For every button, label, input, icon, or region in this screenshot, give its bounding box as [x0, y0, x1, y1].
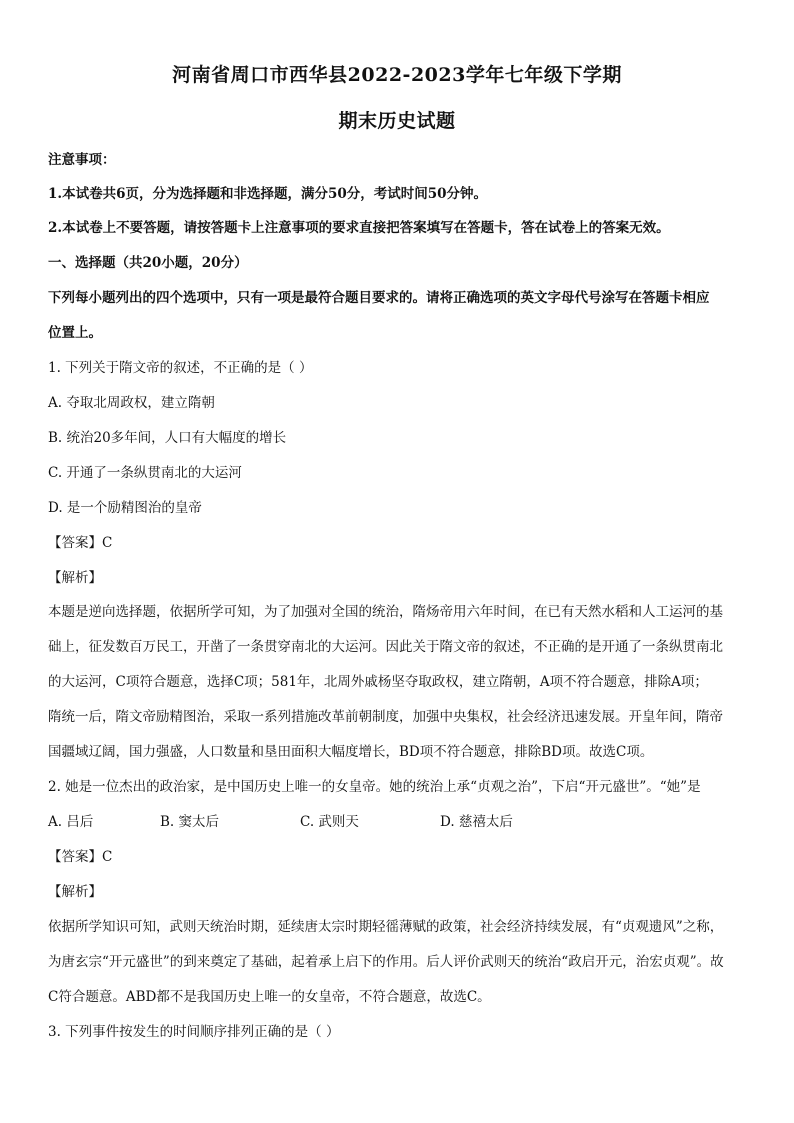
q2-option-d: D. 慈禧太后 [440, 814, 513, 830]
section-instruction-line-1: 下列每小题列出的四个选项中，只有一项是最符合题目要求的。请将正确选项的英文字母代号涂写在答题卡相应 [48, 290, 710, 306]
q1-analysis-line: 础上，征发数百万民工，开凿了一条贯穿南北的大运河。因此关于隋文帝的叙述，不正确的是开通了一条纵贯南北 [48, 639, 723, 655]
q2-option-a: A. 吕后 [48, 814, 94, 830]
q1-option-b: B. 统治20多年间，人口有大幅度的增长 [48, 430, 287, 446]
section-heading: 一、选择题（共20小题，20分） [48, 255, 248, 271]
q2-answer: 【答案】C [48, 849, 113, 865]
q1-analysis-line: 国疆域辽阔，国力强盛，人口数量和垦田面积大幅度增长，BD项不符合题意，排除BD项。故选C项。 [48, 744, 654, 760]
notice-heading: 注意事项： [48, 152, 116, 168]
q1-option-d: D. 是一个励精图治的皇帝 [48, 500, 202, 516]
q2-analysis-line: C符合题意。ABD都不是我国历史上唯一的女皇帝，不符合题意，故选C。 [48, 989, 491, 1005]
q2-analysis-label: 【解析】 [48, 884, 102, 900]
notice-item-1: 1.本试卷共6页，分为选择题和非选择题，满分50分，考试时间50分钟。 [48, 186, 488, 202]
q1-analysis-label: 【解析】 [48, 570, 102, 586]
q3-stem: 3. 下列事件按发生的时间顺序排列正确的是（ ） [48, 1024, 340, 1040]
q1-option-a: A. 夺取北周政权，建立隋朝 [48, 395, 215, 411]
q2-option-c: C. 武则天 [300, 814, 359, 830]
exam-title: 河南省周口市西华县2022-2023学年七年级下学期 [172, 64, 622, 86]
q1-analysis-line: 本题是逆向选择题，依据所学可知，为了加强对全国的统治，隋炀帝用六年时间，在已有天然水稻和人工运河的基 [48, 604, 723, 620]
q2-analysis-line: 为唐玄宗“开元盛世”的到来奠定了基础，起着承上启下的作用。后人评价武则天的统治“政启开元，治宏贞观”。故 [48, 954, 724, 970]
q2-stem: 2. 她是一位杰出的政治家，是中国历史上唯一的女皇帝。她的统治上承“贞观之治”，下启“开元盛世”。“她”是 [48, 779, 701, 795]
notice-item-2: 2.本试卷上不要答题，请按答题卡上注意事项的要求直接把答案填写在答题卡，答在试卷上的答案无效。 [48, 220, 670, 236]
exam-subtitle: 期末历史试题 [338, 110, 456, 132]
q1-option-c: C. 开通了一条纵贯南北的大运河 [48, 465, 242, 481]
section-instruction-line-2: 位置上。 [48, 325, 102, 341]
q2-analysis-line: 依据所学知识可知，武则天统治时期，延续唐太宗时期轻徭薄赋的政策，社会经济持续发展，有“贞观遗风”之称， [48, 919, 724, 935]
q1-answer: 【答案】C [48, 535, 113, 551]
q1-analysis-line: 隋统一后，隋文帝励精图治，采取一系列措施改革前朝制度，加强中央集权，社会经济迅速发展。开皇年间，隋帝 [48, 709, 723, 725]
q1-stem: 1. 下列关于隋文帝的叙述，不正确的是（ ） [48, 360, 313, 376]
q2-option-b: B. 窦太后 [160, 814, 220, 830]
q1-analysis-line: 的大运河，C项符合题意，选择C项；581年，北周外戚杨坚夺取政权，建立隋朝，A项不符合题意，排除A项； [48, 674, 708, 690]
